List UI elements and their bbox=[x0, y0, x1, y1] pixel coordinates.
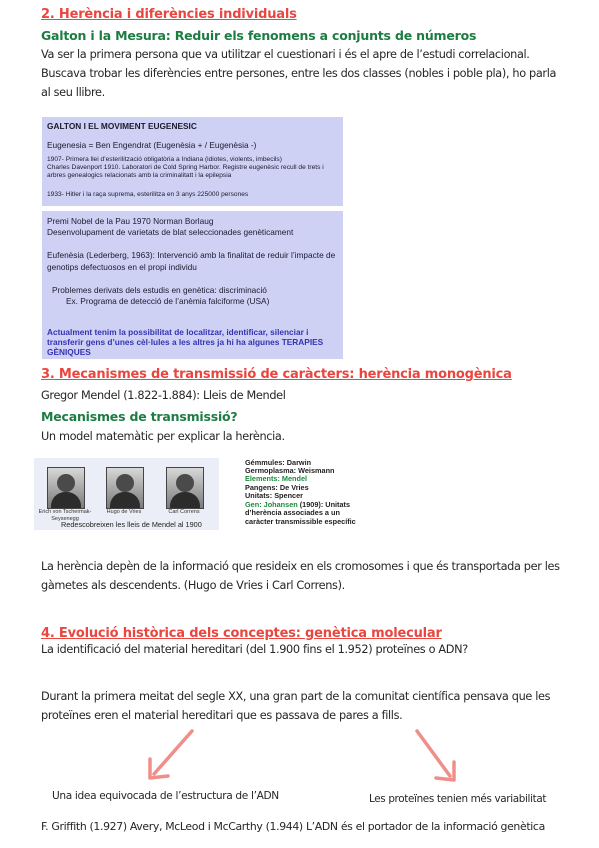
slide-eugenics-definition: Eugenesia = Ben Engendrat (Eugenèsia + / Eugenèsia -) bbox=[47, 140, 257, 150]
note-right: Les proteïnes tenien més variabilitat bbox=[369, 793, 547, 805]
johansen-rest: (1909): Unitats bbox=[297, 500, 351, 509]
term-item: Pangens: De Vries bbox=[245, 483, 309, 492]
section-2-heading: 2. Herència i diferències individuals bbox=[41, 7, 297, 22]
term-item: Gémmules: Darwin bbox=[245, 458, 312, 467]
term-item: Elements: Mendel bbox=[245, 474, 308, 483]
arrow-right-icon bbox=[408, 727, 468, 787]
slide-eugenics-line-1: 1907- Primera llei d’esterilització obligatòria a Indiana (idiotes, violents, imbecils) bbox=[47, 156, 282, 163]
section-2-paragraph: Va ser la primera persona que va utilitzar el cuestionari i és el apre de l’estudi correlacional. Buscava trobar les diferències entre persones, entre les dos classes (nobles i poble pla), ho parla al seu llibre. bbox=[41, 48, 557, 99]
rediscovered-caption: Redescobreixen les lleis de Mendel al 1900 bbox=[61, 520, 202, 529]
model-line: Un model matemàtic per explicar la herència. bbox=[41, 430, 285, 443]
final-line: F. Griffith (1.927) Avery, McLeod i McCarthy (1.944) L’ADN és el portador de la informació genètica bbox=[41, 820, 545, 833]
term-item-johansen-3: caràcter transmissible específic bbox=[245, 517, 356, 526]
slide-eugenics-line-3: arbres genealogics relacionats amb la criminalitatt i la epilepsia bbox=[47, 172, 232, 179]
slide-eugenics-line-2: Charles Davenport 1910. Laboratori de Cold Spring Harbor. Registre eugenèsic recull de trets i bbox=[47, 164, 324, 171]
mendel-line: Gregor Mendel (1.822-1.884): Lleis de Mendel bbox=[41, 389, 286, 402]
portrait-de-vries bbox=[106, 467, 144, 509]
slide-genetics bbox=[42, 211, 343, 359]
section-3-subheading: Mecanismes de transmissió? bbox=[41, 409, 238, 424]
caption-correns: Carl Correns bbox=[168, 509, 200, 515]
section-4-paragraph: Durant la primera meitat del segle XX, una gran part de la comunitat científica pensava que les proteïnes eren el material hereditari que es passava de pares a fills. bbox=[41, 690, 551, 722]
term-item: Germoplasma: Weismann bbox=[245, 466, 335, 475]
section-4-question: La identificació del material hereditari (del 1.900 fins el 1.952) proteïnes o ADN? bbox=[41, 643, 468, 656]
slide-genetics-line-1: Premi Nobel de la Pau 1970 Norman Borlaug bbox=[47, 216, 214, 226]
section-2-subheading: Galton i la Mesura: Reduir els fenomens a conjunts de números bbox=[41, 28, 477, 43]
slide-genetics-line-2: Desenvolupament de varietats de blat seleccionades genèticament bbox=[47, 227, 294, 237]
note-left: Una idea equivocada de l’estructura de l’ADN bbox=[52, 790, 279, 802]
slide-genetics-line-4: genotips defectuosos en el propi individu bbox=[47, 262, 197, 272]
portrait-tschermak bbox=[47, 467, 85, 509]
slide-genetics-line-5: Problemes derivats dels estudis en genètica: discriminació bbox=[52, 285, 267, 295]
slide-genetics-highlight-1: Actualment tenim la possibilitat de localitzar, identificar, silenciar i bbox=[47, 327, 309, 337]
term-item: Unitats: Spencer bbox=[245, 491, 303, 500]
rediscoverers-figure bbox=[34, 458, 219, 530]
slide-eugenics-line-4: 1933- Hitler i la raça suprema, esterilitza en 3 anys 225000 persones bbox=[47, 191, 249, 198]
slide-genetics-line-3: Eufenèsia (Lederberg, 1963): Intervenció amb la finalitat de reduir l’impacte de bbox=[47, 250, 336, 260]
caption-de-vries: Hugo de Vries bbox=[106, 509, 142, 515]
arrow-left-icon bbox=[140, 727, 200, 787]
section-3-paragraph: La herència depèn de la informació que resideix en els cromosomes i que és transportada per les gàmetes als descendents. (Hugo de Vries i Carl Correns). bbox=[41, 560, 560, 592]
slide-genetics-highlight-2: transferir gens d’unes cèl·lules a les altres ja hi ha algunes TERAPIES bbox=[47, 337, 324, 347]
caption-tschermak: Erich von Tschermak- Seysenegg bbox=[38, 509, 92, 522]
slide-genetics-highlight-3: GÈNIQUES bbox=[47, 347, 91, 357]
slide-eugenics bbox=[42, 117, 343, 206]
slide-eugenics-title: GALTON I EL MOVIMENT EUGENESIC bbox=[47, 121, 197, 131]
term-item-johansen-2: d’herència associades a un bbox=[245, 508, 340, 517]
portrait-correns bbox=[166, 467, 204, 509]
section-4-heading: 4. Evolució històrica dels conceptes: genètica molecular bbox=[41, 626, 442, 641]
section-3-heading: 3. Mecanismes de transmissió de caràcters: herència monogènica bbox=[41, 367, 512, 382]
slide-genetics-line-6: Ex. Programa de detecció de l’anèmia falciforme (USA) bbox=[66, 296, 270, 306]
johansen-name: Gen: Johansen bbox=[245, 500, 298, 509]
